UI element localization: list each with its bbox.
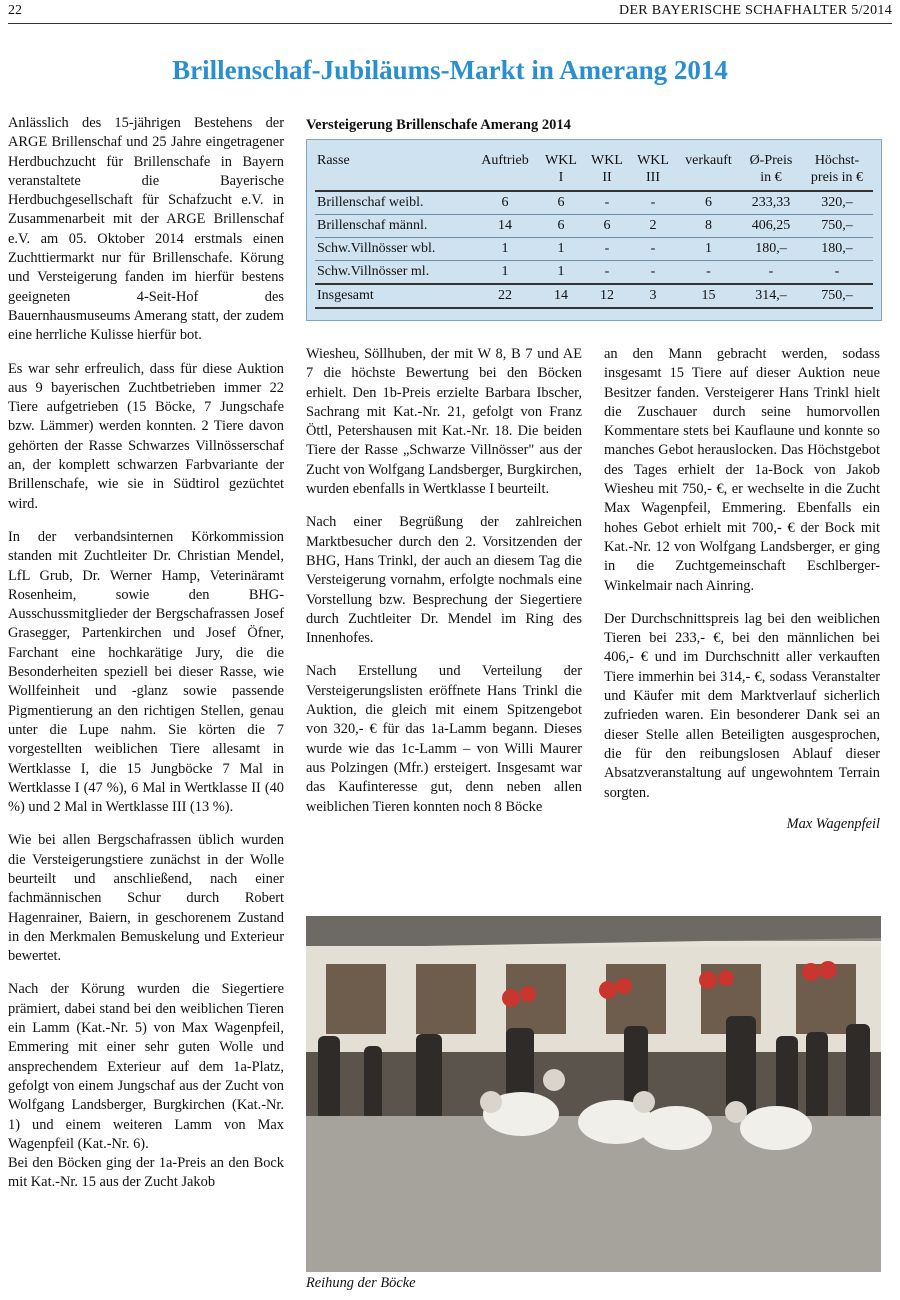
paragraph: Wiesheu, Söllhuben, der mit W 8, B 7 und AE 7 die höchste Bewertung bei den Böcken erhielt. Den 1b-Preis erzielte Barbara Ibscher, Sachrang mit Kat.-Nr. 21, gefolgt von Franz Öttl, Petershausen mit Kat.-Nr. 18. Die beiden Tiere der Rasse „Schwarze Villnösser" aus der Zucht von Wolfgang Landsberger, Burgkirchen, wurden ebenfalls in Wertklasse I beurteilt.	[306, 346, 582, 498]
table-row	[315, 215, 873, 238]
cell: -	[584, 191, 630, 215]
cell: 750,–	[801, 284, 873, 308]
table-row	[315, 261, 873, 285]
article-title: Brillenschaf-Jubiläums-Markt in Amerang 2014	[172, 55, 728, 85]
paragraph: Nach der Körung wurden die Siegertiere prämiert, dabei stand bei den weiblichen Tieren ein Lamm (Kat.-Nr. 5) von Max Wagenpfeil, Emmering mit einer sehr guten Wolle und ansprechendem Exterieur auf dem 1a-Platz, gefolgt von einem Jungschaf aus der Zucht von Wolfgang Landsberger, Burgkirchen (Kat.-Nr. 1) und einem weiteren Lamm von Max Wagenpfeil (Kat.-Nr. 6).	[8, 981, 284, 1152]
cell: 8	[676, 215, 741, 238]
cell: -	[630, 238, 676, 261]
paragraph: In der verbandsinternen Körkommission standen mit Zuchtleiter Dr. Christian Mendel, LfL Grub, Dr. Werner Hamp, Veterinäramt Rosenheim, sowie den BHG-Ausschussmitglieder der Bergschafrassen Josef Grasegger, Partenkirchen und Josef Öfner, Farchant eine hochkarätige Jury, die die Besonderheiten speziell bei dieser Rasse, wie Wollfeinheit und -glanz sowie passende Pigmentierung an den richtigen Stellen, genau unter die Lupe nahm. Sie körten die 7 vorgestellten weiblichen Tiere allesamt in Wertklasse I, die 15 Jungböcke 7 Mal in Wertklasse I (47 %), 6 Mal in Wertklasse II (40 %) und 2 Mal in Wertklasse III (13 %).	[8, 528, 284, 816]
cell: 6	[472, 191, 538, 215]
cell: 6	[538, 215, 584, 238]
cell: -	[676, 261, 741, 285]
page-number: 22	[8, 3, 22, 18]
cell: -	[801, 261, 873, 285]
photo-sheep-lineup	[306, 916, 881, 1272]
cell: 314,–	[741, 284, 801, 308]
table-row	[315, 238, 873, 261]
cell: 2	[630, 215, 676, 238]
col-header: Ø-Preis in €	[749, 153, 793, 185]
cell: 14	[472, 215, 538, 238]
cell: -	[584, 238, 630, 261]
col-header: WKL II	[591, 153, 623, 185]
paragraph: Bei den Böcken ging der 1a-Preis an den Bock mit Kat.-Nr. 15 aus der Zucht Jakob	[8, 1155, 284, 1191]
magazine-name: DER BAYERISCHE SCHAFHALTER 5/2014	[619, 3, 892, 18]
cell: 12	[584, 284, 630, 308]
cell: 1	[538, 261, 584, 285]
cell: Insgesamt	[315, 284, 472, 308]
cell: Schw.Villnösser ml.	[315, 261, 472, 285]
cell: 320,–	[801, 191, 873, 215]
text-column-3	[604, 345, 880, 834]
paragraph: Wie bei allen Bergschafrassen üblich wurden die Versteigerungstiere zunächst in der Wolle beurteilt und anschließend, nach einer fachmännischen Schur durch Robert Hagenrainer, Baiern, in geschorenem Zustand in den Merkmalen Bemuskelung und Exterieur bewertet.	[8, 832, 284, 965]
cell: Schw.Villnösser wbl.	[315, 238, 472, 261]
cell: 1	[472, 238, 538, 261]
cell: 14	[538, 284, 584, 308]
cell: 1	[676, 238, 741, 261]
col-header: WKL I	[545, 153, 577, 185]
cell: 22	[472, 284, 538, 308]
text-column-1	[8, 114, 284, 1207]
cell: -	[741, 261, 801, 285]
paragraph: Nach einer Begrüßung der zahlreichen Marktbesucher durch den 2. Vorsitzenden der BHG, Hans Trinkl, der auch an diesem Tag die Versteigerung vornahm, erfolgte nochmals eine Vorstellung bzw. Besprechung der Siegertiere durch Zuchtleiter Dr. Mendel im Ring des Innenhofes.	[306, 514, 582, 647]
author-signature: Max Wagenpfeil	[786, 815, 880, 832]
auction-table-box	[306, 139, 882, 321]
paragraph: an den Mann gebracht werden, sodass insgesamt 15 Tiere auf dieser Auktion neue Besitzer fanden. Versteigerer Hans Trinkl hielt die Zuschauer durch seine humorvollen Kommentare stets bei Kauflaune und konnte so manches Gebot herauslocken. Das Höchstgebot des Tages erhielt der 1a-Bock von Jakob Wiesheu mit 750,- €, er wechselte in die Zucht Max Wagenpfeil, Emmering. Ebenfalls ein hohes Gebot erhielt mit 700,- € der Bock mit Kat.-Nr. 12 von Wolfgang Landsberger, er ging in die Zuchtgemeinschaft Eschlberger-Winkelmair nach Ainring.	[604, 346, 880, 594]
col-header: WKL III	[637, 153, 669, 185]
col-header: verkauft	[685, 153, 732, 168]
cell: 15	[676, 284, 741, 308]
cell: 406,25	[741, 215, 801, 238]
cell: -	[630, 191, 676, 215]
paragraph: Der Durchschnittspreis lag bei den weiblichen Tieren bei 233,- €, bei den männlichen bei 406,- € und im Durchschnitt aller verkauften Tiere immerhin bei 314,- €, sodass Veranstalter und Käufer mit dem Marktverlauf sicherlich zufrieden waren. Ein besonderer Dank sei an dieser Stelle allen Beteiligten ausgesprochen, die für den reibungslosen Ablauf dieser Absatzveranstaltung auf ungewohntem Terrain sorgten.	[604, 610, 880, 801]
col-header: Höchst- preis in €	[810, 153, 864, 185]
cell: -	[584, 261, 630, 285]
paragraph: Nach Erstellung und Verteilung der Versteigerungslisten eröffnete Hans Trinkl die Auktion, die gleich mit einem Spitzengebot von 320,- € für das 1a-Lamm begann. Dieses wurde wie das 1c-Lamm – von Willi Maurer aus Polzingen (Mfr.) ersteigert. Insgesamt war das Kaufinteresse gut, denn neben allen weiblichen Tieren konnten noch 8 Böcke	[306, 663, 582, 815]
paragraph: Anlässlich des 15-jährigen Bestehens der ARGE Brillenschaf und 25 Jahre eingetragener Herdbuchzucht für Brillenschafe in Bayern veranstaltete die Bayerische Herdbuchgesellschaft für Schafzucht e.V. in Zusammenarbeit mit der ARGE Brillenschaf e.V. am 05. Oktober 2014 erstmals einen Zuchttiermarkt nur für Brillenschafe. Körung und Versteigerung fanden im hierfür bestens geeigneten 4-Seit-Hof des Bauernhausmuseums Amerang statt, der zudem eine herrliche Kulisse hierfür bot.	[8, 115, 284, 344]
table-total-row	[315, 284, 873, 308]
text-column-2	[306, 345, 582, 831]
table-title: Versteigerung Brillenschafe Amerang 2014	[306, 117, 571, 133]
cell: 3	[630, 284, 676, 308]
auction-table	[315, 152, 873, 309]
paragraph: Es war sehr erfreulich, dass für diese Auktion aus 9 bayerischen Zuchtbetrieben immer 22 Tiere aufgetrieben (15 Böcke, 7 Jungschafe bzw. Lämmer) werden konnten. 2 Tiere davon gehörten der Rasse Schwarzes Villnösserschaf an, der komplett schwarzen Farbvariante der Brillenschafe, wie sie in Südtirol gezüchtet wird.	[8, 360, 284, 512]
cell: 750,–	[801, 215, 873, 238]
page-header	[8, 3, 892, 24]
cell: 1	[472, 261, 538, 285]
cell: 6	[676, 191, 741, 215]
table-row	[315, 191, 873, 215]
cell: 180,–	[801, 238, 873, 261]
cell: 180,–	[741, 238, 801, 261]
cell: 1	[538, 238, 584, 261]
cell: Brillenschaf männl.	[315, 215, 472, 238]
cell: 6	[584, 215, 630, 238]
table-header-row	[315, 152, 873, 191]
col-header: Auftrieb	[481, 153, 529, 168]
cell: 6	[538, 191, 584, 215]
photo-caption: Reihung der Böcke	[306, 1275, 416, 1291]
cell: -	[630, 261, 676, 285]
col-header: Rasse	[317, 153, 350, 168]
cell: 233,33	[741, 191, 801, 215]
cell: Brillenschaf weibl.	[315, 191, 472, 215]
photo-illustration	[306, 916, 881, 1272]
